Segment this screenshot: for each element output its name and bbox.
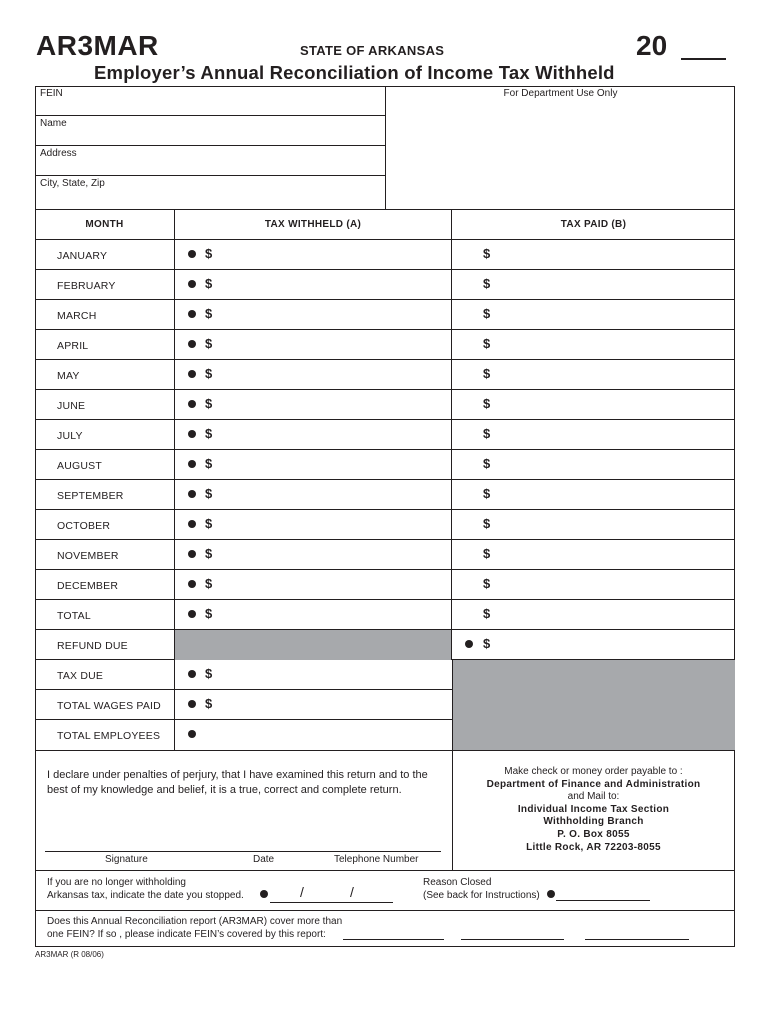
tax-withheld-input[interactable] [175,450,452,480]
date-separator: / [350,884,354,900]
table-row [35,330,735,360]
revision-label: AR3MAR (R 08/06) [35,950,104,959]
month-label: AUGUST [57,460,102,472]
reason-line-1: Reason Closed [423,877,492,888]
table-row [35,360,735,390]
tax-withheld-input[interactable] [175,390,452,420]
bullet-icon [188,520,196,528]
bullet-icon [188,400,196,408]
tax-paid-header-cell [452,210,735,240]
month-label: DECEMBER [57,580,119,592]
tax-paid-input[interactable] [452,240,735,270]
dollar-sign: $ [205,456,213,471]
month-label: JULY [57,430,83,442]
tax-paid-input[interactable] [452,540,735,570]
tax-withheld-input[interactable] [175,480,452,510]
tax-paid-input[interactable] [452,330,735,360]
total-withheld-input[interactable] [175,600,452,630]
date-separator: / [300,884,304,900]
month-cell [35,480,175,510]
month-cell [35,660,175,690]
table-row [35,510,735,540]
month-label: NOVEMBER [57,550,119,562]
address-label: Address [40,148,77,159]
dollar-sign: $ [483,606,491,621]
dollar-sign: $ [483,246,491,261]
tax-paid-input[interactable] [452,510,735,540]
table-row [35,390,735,420]
month-cell [35,600,175,630]
dollar-sign: $ [205,336,213,351]
month-header: MONTH [85,219,124,230]
month-cell [35,570,175,600]
month-label: FEBRUARY [57,280,116,292]
tax-paid-input[interactable] [452,450,735,480]
tax-withheld-input[interactable] [175,330,452,360]
table-row [35,420,735,450]
department-use-label: For Department Use Only [503,88,618,99]
bullet-icon [188,310,196,318]
dollar-sign: $ [205,516,213,531]
tax-paid-input[interactable] [452,360,735,390]
dollar-sign: $ [483,486,491,501]
reason-closed-text [423,877,540,902]
signature-line[interactable] [45,851,441,852]
mail-to: and Mail to: [567,791,620,803]
table-row [35,300,735,330]
tax-paid-input[interactable] [452,300,735,330]
total-label: TOTAL [57,610,91,622]
tax-withheld-input[interactable] [175,420,452,450]
dollar-sign: $ [483,366,491,381]
table-row [35,270,735,300]
month-cell [35,240,175,270]
dollar-sign: $ [205,426,213,441]
refund-due-input[interactable] [452,630,735,660]
section-name: Individual Income Tax Section [517,803,670,815]
dollar-sign: $ [483,516,491,531]
declaration-text [47,768,447,798]
name-field[interactable] [35,116,386,146]
tax-withheld-input[interactable] [175,300,452,330]
total-row [35,600,735,630]
dollar-sign: $ [205,366,213,381]
bullet-icon [188,370,196,378]
tax-withheld-header: TAX WITHHELD (A) [264,219,362,230]
fein-question-text [47,916,342,941]
stopped-text [47,877,244,902]
table-row [35,450,735,480]
bullet-icon [465,640,473,648]
tax-due-label: TAX DUE [57,670,104,682]
dollar-sign: $ [483,276,491,291]
shaded-cell [175,630,452,660]
branch-name: Withholding Branch [543,816,644,828]
tax-withheld-input[interactable] [175,240,452,270]
bullet-icon [188,580,196,588]
dollar-sign: $ [205,306,213,321]
dollar-sign: $ [483,456,491,471]
total-wages-row [35,690,453,720]
bullet-icon [188,700,196,708]
month-label: SEPTEMBER [57,490,124,502]
month-cell [35,540,175,570]
month-cell [35,630,175,660]
dollar-sign: $ [205,546,213,561]
total-employees-label: TOTAL EMPLOYEES [57,730,161,742]
total-employees-input[interactable] [175,720,452,750]
month-label: APRIL [57,340,89,352]
date-label: Date [253,854,275,865]
table-row [35,570,735,600]
stop-date-input[interactable] [270,902,393,903]
dollar-sign: $ [483,396,491,411]
month-cell [35,720,175,751]
declaration-line-1: I declare under penalties of perjury, that I have examined this return and to the [47,769,428,781]
reason-line-2: (See back for Instructions) [423,889,540,901]
month-label: OCTOBER [57,520,111,532]
month-cell [35,390,175,420]
city-zip: Little Rock, AR 72203-8055 [526,841,661,853]
dollar-sign: $ [483,636,491,651]
month-cell [35,360,175,390]
payment-instructions [452,766,735,854]
city-state-zip-field[interactable] [35,176,386,206]
month-header-cell [35,210,175,240]
table-row [35,540,735,570]
total-employees-row [35,720,453,751]
tax-paid-input[interactable] [452,570,735,600]
dollar-sign: $ [483,546,491,561]
telephone-label: Telephone Number [334,854,419,865]
month-label: MARCH [57,310,97,322]
shaded-block [452,660,735,751]
stopped-line-1: If you are no longer withholding [47,877,186,888]
dollar-sign: $ [483,426,491,441]
fein-question-line-1: Does this Annual Reconciliation report (AR3MAR) cover more than [47,916,343,927]
taxpayer-info [35,86,386,210]
fein-label: FEIN [40,88,63,99]
dollar-sign: $ [205,486,213,501]
table-header-row [35,210,735,240]
dollar-sign: $ [483,576,491,591]
state-label: STATE OF ARKANSAS [300,43,445,58]
month-cell [35,510,175,540]
tax-paid-input[interactable] [452,420,735,450]
bullet-icon [188,670,196,678]
po-box: P. O. Box 8055 [557,828,630,840]
form-title: Employer’s Annual Reconciliation of Income Tax Withheld [94,62,615,83]
dollar-sign: $ [205,246,213,261]
table-row [35,240,735,270]
bullet-icon [188,610,196,618]
total-wages-label: TOTAL WAGES PAID [57,700,161,712]
bullet-icon [188,490,196,498]
stopped-line-2: Arkansas tax, indicate the date you stopped. [47,889,244,901]
tax-paid-input[interactable] [452,270,735,300]
city-state-zip-label: City, State, Zip [40,178,105,189]
fein-question-line-2: one FEIN? If so , please indicate FEIN’s covered by this report: [47,928,326,940]
tax-withheld-input[interactable] [175,360,452,390]
form-code: AR3MAR [36,30,159,61]
address-field[interactable] [35,146,386,176]
tax-paid-input[interactable] [452,480,735,510]
department-name: Department of Finance and Administration [486,778,701,790]
bullet-icon [188,730,196,738]
fein-input-1[interactable] [343,939,444,940]
tax-withheld-input[interactable] [175,270,452,300]
month-cell [35,270,175,300]
dollar-sign: $ [205,576,213,591]
bullet-icon [188,430,196,438]
declaration-line-2: best of my knowledge and belief, it is a true, correct and complete return. [47,784,402,796]
month-label: MAY [57,370,80,382]
name-label: Name [40,118,67,129]
year-input-line[interactable] [681,58,726,60]
fein-input-3[interactable] [585,939,689,940]
dollar-sign: $ [205,396,213,411]
total-paid-input[interactable] [452,600,735,630]
tax-due-input[interactable] [175,660,452,690]
dollar-sign: $ [205,696,213,711]
tax-withheld-header-cell [175,210,452,240]
month-cell [35,330,175,360]
refund-due-row [35,630,735,660]
dollar-sign: $ [205,666,213,681]
tax-withheld-input[interactable] [175,540,452,570]
tax-paid-header: TAX PAID (B) [560,219,627,230]
month-cell [35,690,175,720]
tax-withheld-input[interactable] [175,510,452,540]
bullet-icon [547,890,555,898]
fein-field[interactable] [35,86,386,116]
total-wages-input[interactable] [175,690,452,720]
bullet-icon [188,340,196,348]
month-label: JUNE [57,400,86,412]
tax-withheld-input[interactable] [175,570,452,600]
fein-input-2[interactable] [461,939,564,940]
reason-closed-input[interactable] [556,900,650,901]
tax-due-row [35,660,453,690]
dollar-sign: $ [205,606,213,621]
bullet-icon [188,280,196,288]
dollar-sign: $ [483,306,491,321]
year-prefix: 20 [636,30,668,61]
payable-to: Make check or money order payable to : [504,766,683,777]
refund-due-label: REFUND DUE [57,640,128,652]
dollar-sign: $ [483,336,491,351]
bullet-icon [260,890,268,898]
signature-label: Signature [105,854,148,865]
table-row [35,480,735,510]
bullet-icon [188,250,196,258]
month-label: JANUARY [57,250,108,262]
bullet-icon [188,550,196,558]
month-cell [35,450,175,480]
month-cell [35,300,175,330]
bullet-icon [188,460,196,468]
dollar-sign: $ [205,276,213,291]
month-cell [35,420,175,450]
tax-paid-input[interactable] [452,390,735,420]
